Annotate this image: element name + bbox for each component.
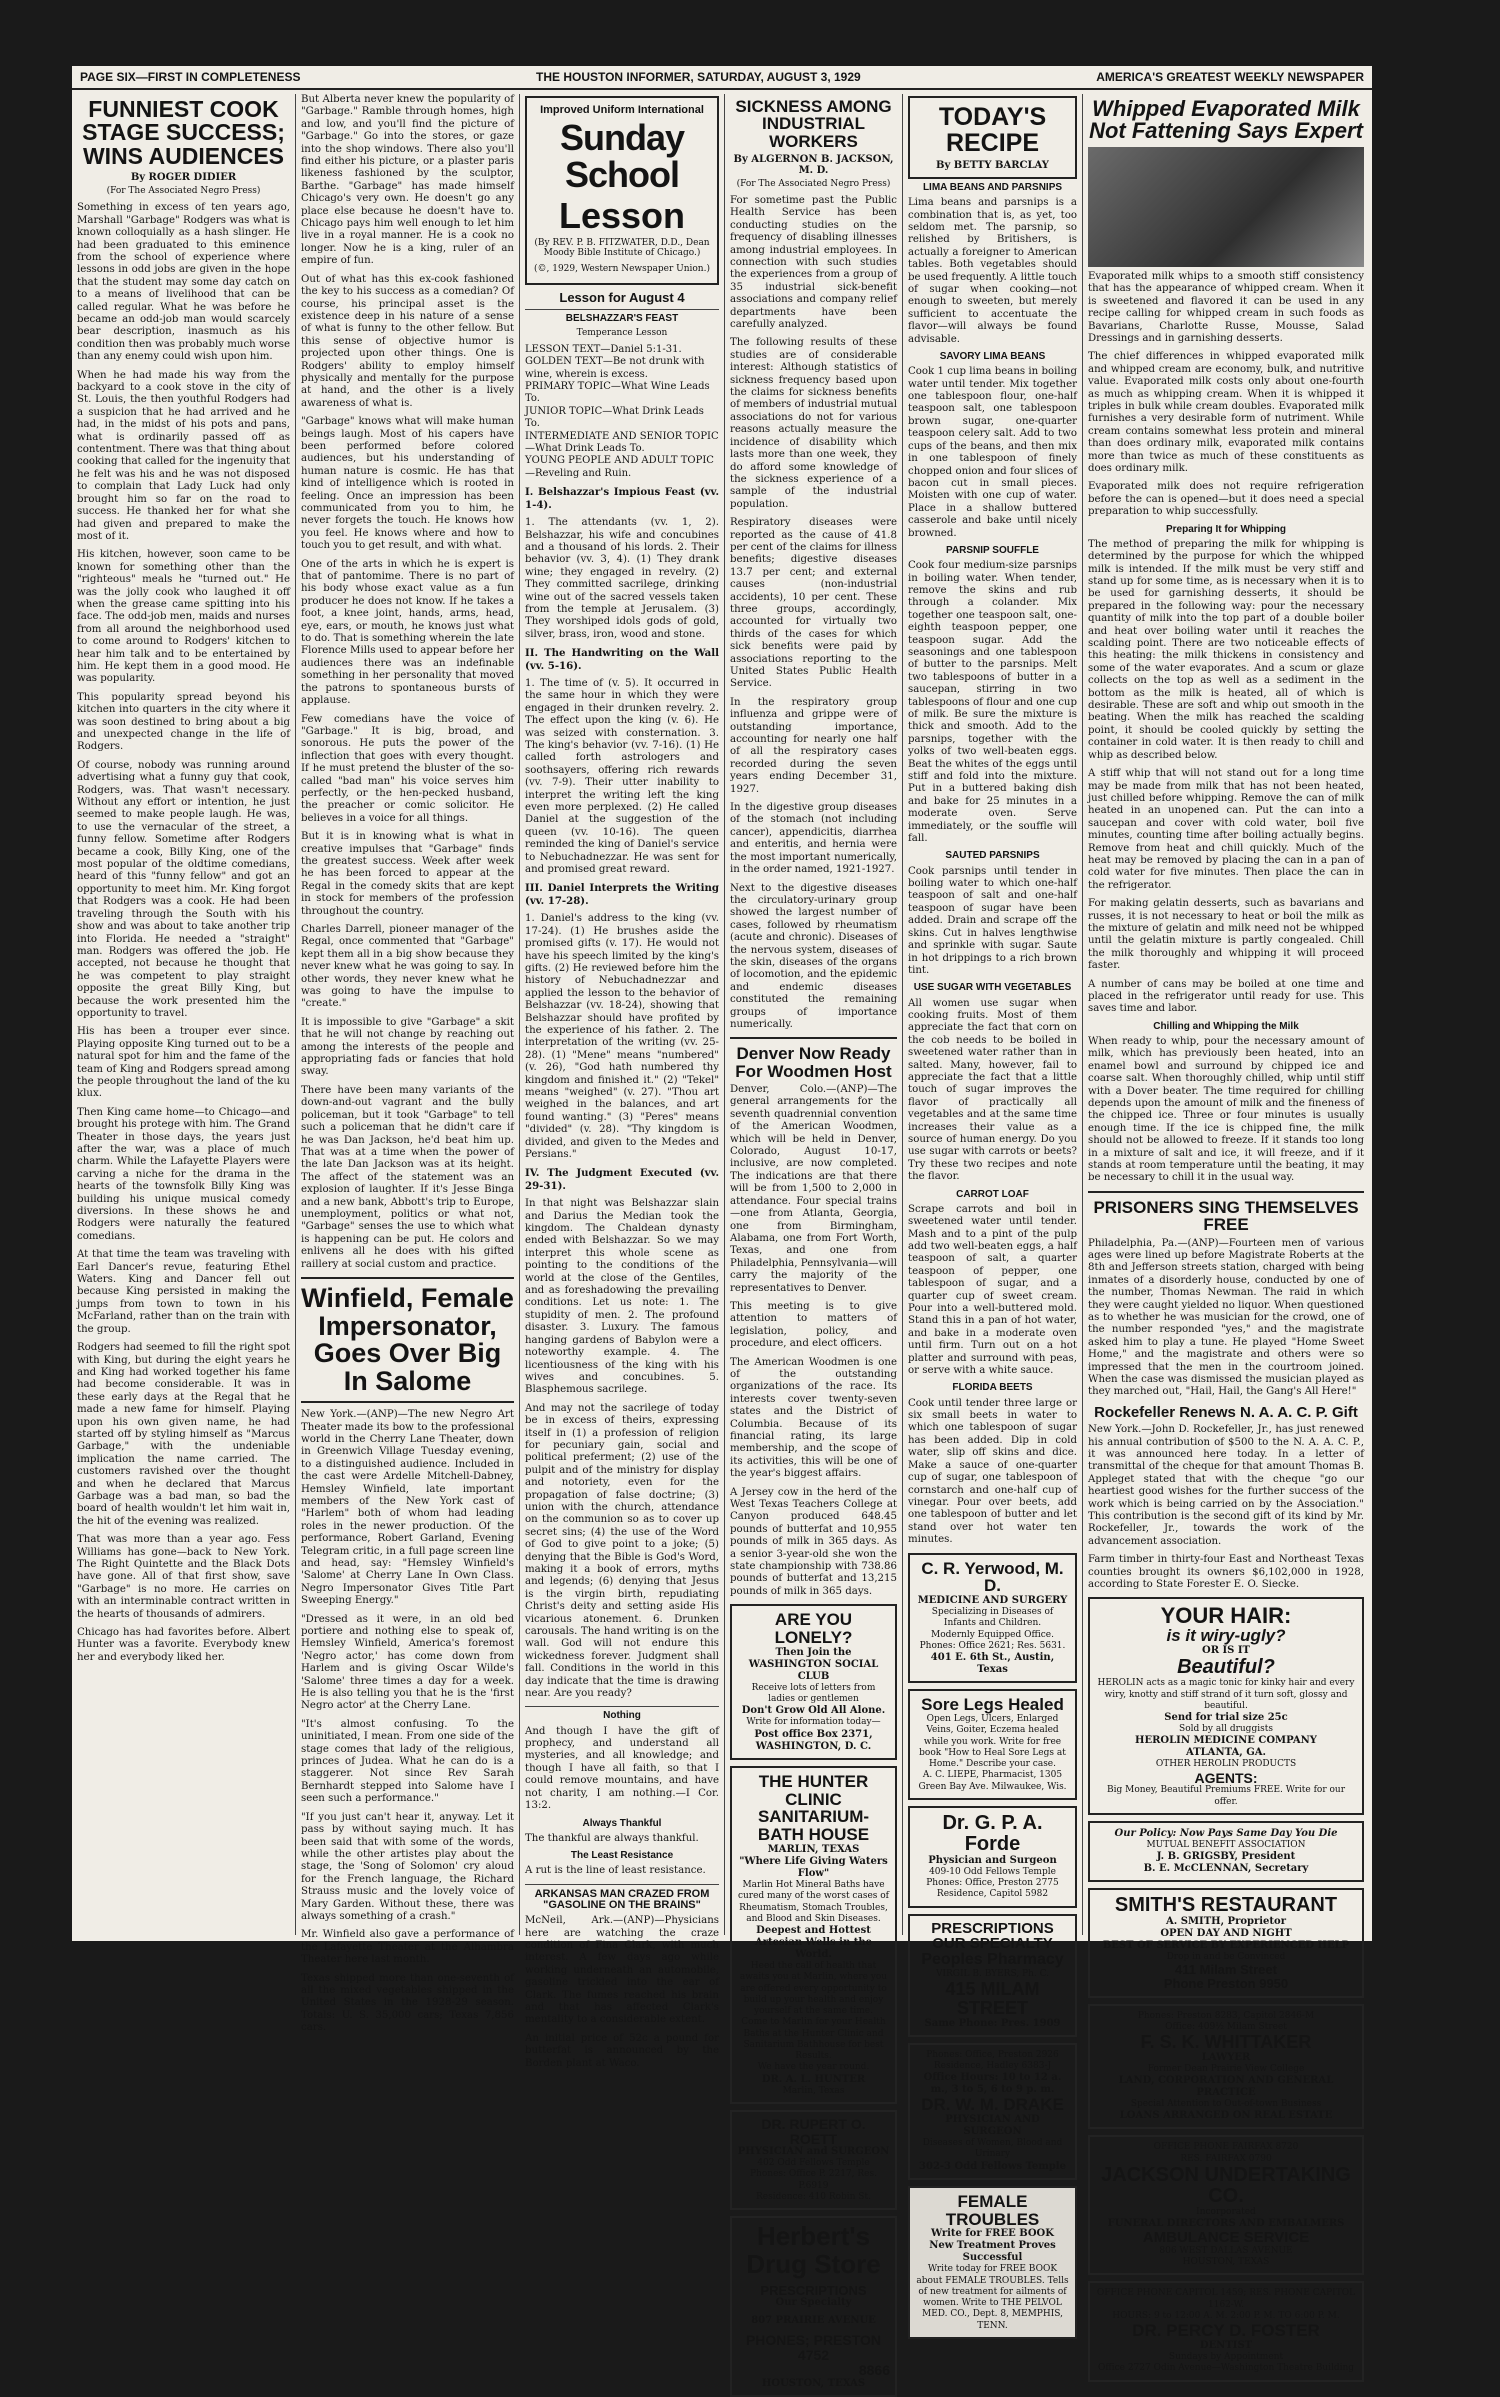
paragraph: Farm timber in thirty-four East and Northeast Texas counties brought its owners $6,102,000 in 1928, according to State Forester E. O. Siecke. — [1088, 1554, 1364, 1590]
paragraph: But Alberta never knew the popularity of "Garbage." Ramble through homes, high and low, and you'll find the picture of "Garbage." Go into the stores, or gaze into the shop windows. There also you'll find either his picture, or a plaster paris likeness fashioned by the sculptor, Barthe. "Garbage" has made himself Chicago's very own. He doesn't go any place else because he doesn't have to. Chicago pays him well enough to let him live in a royal manner. He is a cook no longer. Now he is a king, ruler of an empire of fun. — [301, 94, 514, 267]
section-heading: IV. The Judgment Executed (vv. 29-31). — [525, 1167, 719, 1192]
ad-line: We have the year round. — [757, 2062, 870, 2073]
section-heading: III. Daniel Interprets the Writing (vv. 17-28). — [525, 882, 719, 907]
ad-line: OR IS IT — [1201, 1645, 1250, 1657]
paragraph: "It's almost confusing. To the uninitiated, I mean. From one side of the stage comes that lady of the religious, princes of Judea. What he can do is a staggerer. Not since Rev Sarah Bernhardt stepped into Salome have I seen such a performance." — [301, 1718, 514, 1805]
ad-line: OTHER HEROLIN PRODUCTS — [1155, 1759, 1297, 1770]
headline-sickness: SICKNESS AMONG INDUSTRIAL WORKERS — [735, 97, 892, 151]
divider — [1088, 1191, 1364, 1193]
byline: By ALGERNON B. JACKSON, M. D. — [733, 153, 894, 176]
ad-line: FUNERAL DIRECTORS AND EMBALMERS — [1107, 2218, 1345, 2230]
paragraph: Cook parsnips until tender in boiling water to which one-half teaspoon of salt and one-half teaspoon of sugar have been added. Drain and scrape off the skins. Cut in halves lengthwise and sprinkle with sugar. Saute in hot drippings to a rich brown tint. — [908, 865, 1077, 976]
paragraph: When he had made his way from the backyard to a cook stove in the city of St. Louis, the then youthful Rodgers had a suspicion that he had arrived and he had, in the midst of his pots and pans, what is ordinarily passed off as contentment. There was that thing about cooking that called for the ingenuity that he felt was his and he was not disposed to complain that Lady Luck had only brought him so far on the road to success. He thanked her for what she had given and prepared to make the most of it. — [77, 369, 290, 542]
ad-title: ARE YOU LONELY? — [774, 1610, 853, 1648]
divider — [525, 1706, 719, 1707]
ad-line: Receive lots of letters from ladies or gentlemen — [751, 1682, 876, 1705]
credit: (For The Associated Negro Press) — [736, 178, 891, 189]
paragraph: That was more than a year ago. Fess Williams has gone—back to New York. The Right Quintette and the Black Dots have gone. All of that first show, save "Garbage" is no more. He carries on with an interminable contract written in the hearts of thousands of admirers. — [77, 1534, 290, 1620]
paragraph: "Garbage" knows what will make human beings laugh. Most of his capers have been performed before colored audiences, but his understanding of human nature is cosmic. He has that kind of intelligence which is rooted in feeling. Once an impression has been communicated from you to him, he never forgets the touch. He knows how you feel. He knows where and how to touch you to get result, and with what. — [301, 416, 514, 552]
paragraph: An initial price of 52c a pound for butterfat is announced by the Borden plant at Waco. — [525, 2032, 719, 2069]
ad-line: Post office Box 2371, WASHINGTON, D. C. — [754, 1728, 873, 1752]
paragraph: Cook four medium-size parsnips in boiling water. When tender, remove the skins and rub through a colander. Mix together one teaspoon salt, one-eighth teaspoon pepper, one teaspoon sugar. Add the seasonings and one tablespoon of butter to the parsnips. Melt two tablespoons of butter in a saucepan, stirring in two tablespoons of flour and one cup of milk. Be sure the mixture is thick and smooth. Add to the parsnips, together with the yolks of two well-beaten eggs. Beat the whites of the eggs until stiff and fold into the mixture. Put in a buttered baking dish and bake for 25 minutes in a moderate oven. Serve immediately, or the souffle will fall. — [908, 560, 1077, 845]
ad-line: 807 PRAIRIE AVENUE — [751, 2315, 876, 2327]
masthead-right: AMERICA'S GREATEST WEEKLY NEWSPAPER — [1096, 70, 1364, 84]
paragraph: Evaporated milk does not require refrigeration before the can is opened—but it does need a special preparation to whip successfully. — [1088, 481, 1364, 518]
ad-line: 806 WEST DALLAS AVENUE — [1159, 2245, 1293, 2256]
ad-line: B. E. McCLENNAN, Secretary — [1143, 1863, 1309, 1875]
ad-line: Marlin Hot Mineral Baths have cured many of the worst cases of Rheumatism, Stomach Troubles, and Blood and Skin Diseases. — [737, 1880, 890, 1924]
paragraph: The thankful are always thankful. — [525, 1832, 699, 1844]
ad-line: Sundays by Appointment — [1168, 2352, 1284, 2363]
paragraph: Mr. Winfield also gave a performance of the Lafayette Theater at the Alhambra Theater here last month. — [301, 1929, 514, 1966]
ad-sore-legs — [908, 1689, 1077, 1800]
paragraph: The American Woodmen is one of the outstanding organizations of the race. Its interests cover twenty-seven states and the District of Columbia. Because of its financial rating, its large membership, and the scope of its activities, this will be one of the year's biggest affairs. — [730, 1356, 897, 1480]
ad-line: MARLIN, TEXAS — [767, 1844, 860, 1856]
ad-title: OUR SPECIALTY — [932, 1935, 1053, 1953]
divider — [730, 1037, 897, 1039]
masthead-center: THE HOUSTON INFORMER, SATURDAY, AUGUST 3, 1929 — [535, 70, 861, 84]
ad-line: DR. A. L. HUNTER — [761, 2073, 866, 2085]
ad-line: A. C. LIEPE, Pharmacist, 1305 Green Bay Ave. Milwaukee, Wis. — [918, 1770, 1067, 1792]
feast-title: BELSHAZZAR'S FEAST — [565, 312, 679, 324]
ad-line: PHYSICIAN and SURGEON — [737, 2146, 890, 2158]
ad-line: "Where Life Giving Waters Flow" — [739, 1856, 888, 1880]
ad-yerwood — [908, 1553, 1077, 1684]
ad-line: Office: 409½ Milam Street — [1165, 2021, 1287, 2032]
byline: By ROGER DIDIER — [130, 172, 237, 184]
paragraph: Then King came home—to Chicago—and brought his protege with him. The Grand Theater in those days, the years just after the war, was a place of much charm. While the Lafayette Players were carving a niche for the drama in the hearts of the townsfolk Billy King was building his unique musical comedy diversions. In these shows he and Rodgers were naturally the featured comedians. — [77, 1106, 290, 1242]
recipe-heading: FLORIDA BEETS — [952, 1382, 1033, 1394]
temperance: Temperance Lesson — [576, 327, 668, 338]
headline-denver: Denver Now Ready For Woodmen Host — [735, 1044, 892, 1081]
ad-line: 409-10 Odd Fellows Temple — [929, 1866, 1056, 1877]
ad-line: Big Money, Beautiful Premiums FREE. Write for our offer. — [1107, 1785, 1345, 1807]
masthead — [72, 66, 1372, 90]
paragraph: All women use sugar when cooking fruits. Most of them appreciate the fact that corn on the cob needs to be boiled in sweetened water rather than in salted. Many, however, fail to appreciate the fact that a little touch of sugar improves the flavor of practically all vegetables and at the same time increases their value as a source of human energy. Do you use sugar with carrots or beets? Try these two recipes and note the flavor. — [908, 997, 1077, 1183]
ad-line: Write for FREE BOOK — [931, 2228, 1054, 2240]
ad-herberts-drug-store — [730, 2216, 897, 2396]
column-3 — [520, 94, 725, 2069]
sunday-school-box — [525, 96, 719, 285]
ad-line: Write for information today— — [746, 1717, 881, 1728]
ad-line: 401 E. 6th St., Austin, Texas — [930, 1652, 1055, 1676]
headline-rockefeller: Rockefeller Renews N. A. A. C. P. Gift — [1094, 1403, 1358, 1421]
paragraph: Rodgers had seemed to fill the right spot with King, but during the eight years he and King had worked together his fame had become considerable. It was in these early days at the Regal that he made a new fame for himself. Playing upon his own given name, he had started off by styling himself as "Marcus Garbage," with the undeniable implication the name carried. The customers ravished over the thought and when he declared that Marcus Garbage was a bad man, so bad the board of health wouldn't let him wait in, the hit of the evening was realized. — [77, 1342, 290, 1527]
ad-title: is it wiry-ugly? — [1166, 1626, 1286, 1646]
kicker: Improved Uniform International — [540, 104, 704, 116]
ad-whittaker — [1088, 2004, 1364, 2130]
milk-photo — [1088, 147, 1364, 267]
lesson-line: PRIMARY TOPIC—What Wine Leads To. — [525, 381, 710, 405]
sunday-school-title: Sunday School — [559, 117, 685, 195]
paragraph: Out of what has this ex-cook fashioned the key to his success as a comedian? Of course, his principal asset is the existence deep in his nature of a sense of what is funny to the other fellow. But this sense of objective humor is projected upon other things. One is Rodgers' ability to employ himself physically and mentally for the purpose at hand, and the other is a lively awareness of what is. — [301, 273, 514, 409]
paragraph: A number of cans may be boiled at one time and placed in the refrigerator until ready for use. This saves time and labor. — [1088, 978, 1364, 1015]
paragraph: Next to the digestive diseases the circulatory-urinary group showed the largest number of cases, followed by rheumatism (acute and chronic). Diseases of the nervous system, diseases of the skin, diseases of the organs of locomotion, and the epidemic and endemic diseases constituted the remaining groups of importance numerically. — [730, 882, 897, 1030]
ad-line: Office Hours: 10 to 12 a. m., 3 to 5, 6 to 9 p. m. — [923, 2072, 1062, 2096]
ad-line: Our Specialty — [775, 2297, 852, 2309]
ad-title: 415 MILAM STREET — [945, 1979, 1040, 2018]
paragraph: A rut is the line of least resistance. — [525, 1865, 706, 1877]
ad-line: Don't Grow Old All Alone. — [741, 1705, 886, 1717]
paragraph: In the digestive group diseases of the stomach (not including cancer), appendicitis, diarrhea and enteritis, and hernia were the most important numerically, in the order named, 1921-1927. — [730, 802, 897, 876]
ad-line: MEDICINE AND SURGERY — [917, 1595, 1068, 1607]
ad-title: PRESCRIPTIONS — [931, 1919, 1054, 1937]
lesson-line: LESSON TEXT—Daniel 5:1-31. — [525, 343, 682, 355]
ad-line: Write today for FREE BOOK about FEMALE TROUBLES. Tells of new treatment for ailments of women. Write to THE PELVOL MED. CO., Dept. 8, MEMPHIS, TENN. — [916, 2264, 1069, 2331]
paragraph: Charles Darrell, pioneer manager of the Regal, once commented that "Garbage" kept them all in a big show because they never knew what he was going to say. In other words, they never knew what he was going to have the impulse to "create." — [301, 924, 514, 1010]
ad-line: Special Attention to Out-of-town Business — [1130, 2099, 1322, 2110]
ad-line: OPEN DAY AND NIGHT — [1160, 1928, 1292, 1940]
column-2 — [296, 94, 520, 2034]
ad-line: Residence, Capitol 5982 — [936, 1889, 1049, 1900]
ad-line: Specializing in Diseases of Infants and Children. — [931, 1607, 1054, 1629]
ad-line: Phones: Office 2621; Res. 5631. — [919, 1640, 1066, 1651]
ad-line: OFFICE PHONE CAPITOL 1459; RES. PHONE CAPITOL 1162-W. — [1096, 2288, 1356, 2310]
paragraph: At that time the team was traveling with Earl Dancer's revue, featuring Ethel Waters. King and Dancer fell out because King persisted in making the jumps from town to town in his McFarland, rather than on the train with the group. — [77, 1249, 290, 1335]
paragraph: Something in excess of ten years ago, Marshall "Garbage" Rodgers was what is known colloquially as a hash slinger. He had been graduated to this eminence from the school of experience where lessons in odd jobs are given in the hope that the student may some day catch on to a means of livelihood that can be called regular. What he was before he became an odd-job man would scarcely bear description, inasmuch as his condition then was probably much worse than any enemy could wish upon him. — [77, 202, 290, 363]
recipe-box — [908, 96, 1077, 179]
paragraph: Scrape carrots and boil in sweetened water until tender. Mash and to a pint of the pulp add two well-beaten eggs, a half teaspoon of salt, a quarter teaspoon of pepper, one tablespoon of sugar, and a quarter cup of sweet cream. Pour into a well-buttered mold. Stand this in a pan of hot water, and bake in a moderate oven until firm. Turn out on a hot platter and surround with peas, or serve with a white sauce. — [908, 1203, 1077, 1377]
ad-line: Same Phone: Pres. 1909 — [924, 2017, 1061, 2029]
column-5 — [903, 94, 1083, 2331]
masthead-left: PAGE SIX—FIRST IN COMPLETENESS — [80, 70, 301, 84]
ad-line: New Treatment Proves Successful — [929, 2240, 1056, 2264]
paragraph: And though I have the gift of prophecy, and understand all mysteries, and all knowledge; and though I have all faith, so that I could remove mountains, and have not charity, I am nothing.—I Cor. 13:2. — [525, 1725, 719, 1812]
paragraph: His kitchen, however, soon came to be known for something other than the "righteous" meals he "turned out." He was the jolly cook who laughed it off when the grease came spitting into his face. The odd-job men, maids and nurses from all around the neighborhood used to come around to Rodgers' kitchen to hear him talk and to be entertained by him. He kept them in a good mood. He was popularity. — [77, 549, 290, 685]
paragraph: 1. The time of (v. 5). It occurred in the same hour in which they were engaged in their drunken revelry. 2. The effect upon the king (v. 6). He was seized with consternation. 3. The king's behavior (vv. 7-16). (1) He called forth astrologers and soothsayers, offering rich rewards (vv. 7-9). Their utter inability to interpret the writing left the king even more perplexed. (2) He called Daniel at the suggestion of the queen (vv. 10-16). The queen reminded the king of Daniel's service to Nebuchadnezzar. He was sent for and promised great reward. — [525, 677, 719, 876]
ad-title: DR. PERCY D. FOSTER — [1132, 2321, 1320, 2341]
ad-line: 411 Milam Street — [1175, 1962, 1277, 1978]
divider — [525, 309, 719, 310]
paragraph: The chief differences in whipped evaporated milk and whipped cream are economy, bulk, and nutritive value. Evaporated milk costs only about one-fourth as much as whipping cream. When it is whipped it triples in bulk while cream doubles. Evaporated milk furnishes a very desirable form of nutriment. While cream contains somewhat less protein and mineral than does ordinary milk, evaporated milk contains more than twice as much of these constituents as does ordinary milk. — [1088, 351, 1364, 474]
lesson-byline: (By REV. P. B. FITZWATER, D.D., Dean Moody Bible Institute of Chicago.) — [534, 238, 710, 259]
ad-line: Phones: Preston 8283, Capitol 2846-M — [1137, 2010, 1315, 2021]
ad-title: FEMALE TROUBLES — [945, 2191, 1040, 2229]
paragraph: Chicago has had favorites before. Albert Hunter was a favorite. Everybody knew her and everybody liked her. — [77, 1627, 290, 1663]
paragraph: This meeting is to give attention to matters of legislation, policy, and procedure, and elect officers. — [730, 1300, 897, 1350]
recipe-heading: CARROT LOAF — [956, 1188, 1029, 1200]
ad-line: LAWYER — [1201, 2051, 1251, 2063]
paragraph: Few comedians have the voice of "Garbage." It is big, broad, and sonorous. He puts the power of the inflection that goes with every thought. If he must pretend the bluster of the so-called "bad man" his voice serves him perfectly, or the hen-pecked husband, the preacher or comic solicitor. He believes in a voice for all things. — [301, 713, 514, 824]
ad-line: OFFICE PHONE FAIRFAX 8720 — [1153, 2142, 1299, 2153]
paragraph: 1. The attendants (vv. 1, 2). Belshazzar, his wife and concubines and a thousand of his lords. 2. Their behavior (vv. 3, 4). (1) They drank wine; they engaged in revelry. (2) They committed sacrilege, drinking wine out of the sacred vessels taken from the temple at Jerusalem. (3) They worshiped idols gods of gold, silver, brass, iron, wood and stone. — [525, 517, 719, 640]
ad-line: MUTUAL BENEFIT ASSOCIATION — [1146, 1839, 1306, 1850]
ad-line: Diseases of Women, Blood and Urinary — [922, 2138, 1063, 2160]
ad-line: Drop in and be Convinced — [1166, 1952, 1286, 1963]
paragraph: Cook until tender three large or six small beets in water to which one tablespoon of sugar has been added. Dip in cold water, slip off skins and dice. Make a sauce of one-quarter cup of sugar, one tablespoon of cornstarch and one-half cup of vinegar. Pour over beets, add one tablespoon of butter and let stand over hot water ten minutes. — [908, 1397, 1077, 1546]
ad-line: Phones: Office, Preston 2926 — [926, 2049, 1059, 2060]
paragraph: McNeil, Ark.—(ANP)—Physicians here are watching the craze condition of Fina Clark, with much interest. A few days ago while working underneath an automobile, gasoline trickled into the ear of Clark. The fumes reached his brain and that has affected Clark's mentality to a considerable extent. — [525, 1915, 719, 2026]
headline-winfield: Winfield, Female Impersonator, Goes Over Big In Salome — [301, 1282, 514, 1396]
headline-todays-recipe: TODAY'S RECIPE — [938, 103, 1047, 157]
paragraph: His has been a trouper ever since. Playing opposite King turned out to be a natural spot for him and the fame of the team of King and Rodgers spread among the people throughout the land of the ku klux. — [77, 1026, 290, 1100]
subheading: Chilling and Whipping the Milk — [1153, 1020, 1299, 1032]
ad-line: AGENTS: — [1194, 1769, 1258, 1786]
ad-title: SMITH'S RESTAURANT — [1114, 1894, 1338, 1917]
ad-herolin — [1088, 1597, 1364, 1814]
divider — [525, 1884, 719, 1885]
divider — [301, 1277, 514, 1279]
copyright: (©, 1929, Western Newspaper Union.) — [534, 264, 710, 275]
paragraph: Texas shipped more than one-seventh of all the mixed vegetables shipped in the United States in the 1928-29 season. Totals: U. S. 35,000 cars; Texas 7,856 cars. — [301, 1972, 514, 2034]
ad-line: HEROLIN MEDICINE COMPANY — [1135, 1735, 1317, 1747]
subheading: Preparing It for Whipping — [1166, 523, 1286, 535]
ad-line: PHYSICIAN AND SURGEON — [945, 2114, 1040, 2138]
ad-line: 8866 — [858, 2361, 890, 2378]
paragraph: When ready to whip, pour the necessary amount of milk, which has previously been heated, into an enamel bowl and surround by chipped ice and coarse salt. When thoroughly chilled, whip until stiff with a Dover beater. The time required for chilling depends upon the amount of milk and the fineness of the chipped ice. Three or four minutes is usually enough time. If the ice is chipped fine, the milk should not be allowed to freeze. If it stands too long in a mixture of salt and ice, it will freeze, and if it stands at room temperature until the beating, it may be necessary to chill it in the usual way. — [1088, 1036, 1364, 1184]
lesson-text-list — [525, 344, 719, 480]
recipe-heading: SAVORY LIMA BEANS — [939, 351, 1046, 363]
paragraph: Lima beans and parsnips is a combination that is, as yet, too seldom met. The parsnip, so relished by Britishers, is actually a foreigner to American tables. Both vegetables should be used frequently. A little touch of sugar when cooking—not enough to sweeten, but merely sufficient to accentuate the flavor—will always be found advisable. — [908, 197, 1077, 345]
ad-female-troubles — [908, 2186, 1077, 2339]
ad-line: Sold by all druggists — [1179, 1724, 1273, 1735]
ad-title: Herbert's — [756, 2221, 871, 2252]
paragraph: This popularity spread beyond his kitchen into quarters in the city where it was soon destined to bring about a big and unexpected change in the life of Rodgers. — [77, 691, 290, 753]
ad-title: THE HUNTER CLINIC SANITARIUM-BATH HOUSE — [757, 1771, 870, 1845]
ad-forde — [908, 1806, 1077, 1908]
paragraph: 1. Daniel's address to the king (vv. 17-24). (1) He brushes aside the promised gifts (v. 17). He would not have his speech limited by the king's gifts. (2) He reviewed before him the history of Nebuchadnezzar and applied the lesson to the behavior of Belshazzar (vv. 18-24), showing that Belshazzar should have profited by the experience of his father. 2. The interpretation of the writing (vv. 25-28). (1) "Mene" means "numbered" (v. 26), "God hath numbered thy kingdom and finished it." (2) "Tekel" means "weighed" (v. 27). "Thou art weighed in the balances, and art found wanting." (3) "Peres" means "divided" (v. 28). "Thy kingdom is divided, and given to the Medes and Persians." — [525, 913, 719, 1160]
paragraph: In the respiratory group influenza and grippe were of outstanding importance, accounting for nearly one half of all the respiratory cases recorded during the seven years ending December 31, 1927. — [730, 696, 897, 795]
divider — [301, 1401, 514, 1403]
ad-title: DR. W. M. DRAKE — [921, 2095, 1064, 2115]
paragraph: "Dressed as it were, in an old bed portiere and nothing else to speak of, Hemsley Winfield, America's foremost 'Negro actor,' has come down from Harlem and is giving Oscar Wilde's 'Salome' three times a day for a week. He is also telling you that he is the 'first Negro actor' at the Cherry Lane. — [301, 1613, 514, 1712]
headline-funniest-cook: FUNNIEST COOK STAGE SUCCESS; WINS AUDIENCES — [82, 96, 285, 169]
arkansas-headline: ARKANSAS MAN CRAZED FROM "GASOLINE ON THE BRAINS" — [534, 1887, 710, 1911]
ad-line: 402 Odd Fellows Temple — [757, 2158, 870, 2169]
paragraph: Denver, Colo.—(ANP)—The general arrangements for the seventh quadrennial convention of the American Woodmen, which will be held in Denver, Colorado, August 10-17, inclusive, are now completed. The indications are that there will be from 1,500 to 2,000 in attendance. Four special trains—one from Atlanta, Georgia, one from Birmingham, Alabama, one from Fort Worth, Texas, and one from Philadelphia, Pennsylvania—will carry the majority of the representatives to Denver. — [730, 1084, 897, 1294]
credit: (For The Associated Negro Press) — [106, 186, 261, 197]
ad-roett — [730, 2110, 897, 2210]
ad-line: Office 2727 Odin Avenue—Washington Theatre Building — [1097, 2363, 1355, 2374]
ad-line: RES. FAIRFAX 0790 — [1180, 2153, 1272, 2164]
ad-title: F. S. K. WHITTAKER — [1140, 2032, 1312, 2053]
recipe-heading: SAUTED PARSNIPS — [945, 850, 1040, 862]
ad-line: VIRGIL B. BYERS, Ph. C. — [935, 1968, 1050, 1979]
ad-line: Modernly Equipped Office. — [931, 1629, 1054, 1640]
ad-line: 302-3 Odd Fellows Temple — [919, 2160, 1066, 2172]
ad-line: Come to Marlin for your Health Baths at the Hunter Clinic and Sanitarium Bathhouse for best Results. — [741, 2017, 886, 2062]
ad-title: Sore Legs Healed — [921, 1695, 1064, 1715]
ad-line: Phone Preston 9950 — [1163, 1975, 1289, 1991]
ad-line: Send for trial size 25c — [1164, 1712, 1288, 1724]
paragraph: But it is in knowing what is what in creative impulses that "Garbage" finds the greatest success. Week after week he has been forced to appear at the Regal in the comedy skits that are kept in stock for members of the profession throughout the country. — [301, 831, 514, 917]
paragraph: The following results of these studies are of considerable interest: Although statistics of sickness frequency based upon the claims for sickness benefits of members of industrial mutual associations do not for various reasons actually measure the incidence of disability which lasts more than one week, they do afford some knowledge of the sickness experience of a sample of the industrial population. — [730, 337, 897, 510]
ad-line: HOURS: 9 to 12:00 A. M. 2:00 P. M. TO 6:00 P. M. — [1112, 2310, 1340, 2321]
ad-line: Phones: Office P. 2217, Res. P.6919 — [750, 2169, 877, 2191]
ad-title: C. R. Yerwood, M. D. — [921, 1558, 1064, 1596]
recipe-heading: PARSNIP SOUFFLE — [946, 544, 1039, 556]
ad-title: Drug Store — [746, 2248, 881, 2279]
ad-line: AMBULANCE SERVICE — [1142, 2229, 1310, 2247]
column-6 — [1083, 94, 1372, 2374]
lesson-line: YOUNG PEOPLE AND ADULT TOPIC—Reveling and Ruin. — [525, 455, 714, 479]
paragraph: It is impossible to give "Garbage" a skit that he will not change by reaching out among the interests of the people and appropriating fads or fancies that hold sway. — [301, 1016, 514, 1078]
ad-line: Residence: 410 Robin St. — [756, 2191, 871, 2202]
newspaper-page — [72, 66, 1372, 2389]
paragraph: A stiff whip that will not stand out for a long time may be made from milk that has not been heated, just chilled before whipping. Remove the can of milk heated in an unopened can. Put the can into a saucepan and cover with cold water, boil five minutes, counting time after boiling actually begins. Remove from heat and chill quickly. Much of the heat may be removed by placing the can in a pan of cold water for five minutes. Then place the can in the refrigerator. — [1088, 768, 1364, 891]
ad-line: Then Join the WASHINGTON SOCIAL CLUB — [748, 1646, 879, 1682]
lesson-title: Lesson — [558, 194, 686, 236]
column-1 — [72, 94, 296, 1935]
recipe-heading: LIMA BEANS AND PARSNIPS — [922, 182, 1063, 193]
ad-jackson-undertaking — [1088, 2135, 1364, 2275]
ad-title: YOUR HAIR: — [1160, 1603, 1292, 1629]
headline-whipped-milk: Whipped Evaporated Milk Not Fattening Says Expert — [1089, 96, 1363, 144]
paragraph: One of the arts in which he is expert is that of pantomime. There is no part of his body whose exact value as a fun producer he does not know. If he takes a foot, a knee joint, hands, arms, head, eye, ears, or mouth, he knows just what to do. That is something wherein the late Florence Mills used to appear before her audiences there was an indefinable something in her personality that moved the patrons to spontaneous bursts of applause. — [301, 558, 514, 707]
lesson-line: GOLDEN TEXT—Be not drunk with wine, wherein is excess. — [525, 356, 705, 380]
ad-line: DENTIST — [1199, 2340, 1253, 2352]
least-title: The Least Resistance — [570, 1850, 674, 1862]
ad-line: Open Legs, Ulcers, Enlarged Veins, Goiter, Eczema healed while you work. Write for free book "How to Heal Sore Legs at Home." Describe your case. — [919, 1714, 1066, 1770]
headline-prisoners: PRISONERS SING THEMSELVES FREE — [1093, 1197, 1359, 1235]
ad-line: LOANS ARRANGED ON REAL ESTATE — [1119, 2110, 1333, 2122]
paragraph: In that night was Belshazzar slain and Darius the Median took the kingdom. The Chaldean dynasty ended with Belshazzar. So we may interpret this whole scene as pointing to the conditions of the world at the close of the Gentiles, and as foreshadowing the prevailing conditions. Let us note: 1. The stupidity of men. 2. The profound disaster. 3. Luxury. The famous hanging gardens of Babylon were a noteworthy example. 4. The licentiousness of the king with his wives and concubines. 5. Blasphemous sacrilege. — [525, 1198, 719, 1396]
thankful-title: Always Thankful — [582, 1817, 662, 1829]
paragraph: For sometime past the Public Health Service has been conducting studies on the frequency of disabling illnesses among industrial employees. In connection with such studies the experiences from a group of 35 industrial sick-benefit associations and company relief departments have been carefully analyzed. — [730, 194, 897, 331]
ad-line: HEROLIN acts as a magic tonic for kinky hair and every wiry, knotty and stiff strand of it turn soft, glossy and beautiful. — [1097, 1678, 1355, 1711]
ad-line: BEST OF SERVICE BY EXPERIENCED HELP — [1102, 1940, 1350, 1952]
ad-title: Peoples Pharmacy — [921, 1951, 1064, 1969]
ad-line: Former Dean Prairie View College — [1147, 2063, 1305, 2074]
recipe-heading: USE SUGAR WITH VEGETABLES — [913, 982, 1072, 994]
ad-line: Residence, Hadley 6383-J — [933, 2061, 1052, 2072]
ad-line: J. B. GRIGSBY, President — [1156, 1851, 1296, 1863]
nothing-title: Nothing — [603, 1710, 641, 1722]
byline: By BETTY BARCLAY — [936, 160, 1049, 171]
ad-are-you-lonely — [730, 1604, 897, 1759]
paragraph: New York.—John D. Rockefeller, Jr., has just renewed his annual contribution of $500 to the N. A. A. C. P., it was announced here today. In a letter of transmittal of the cheque for that amount Thomas B. Appleget stated that with the cheque "go our heartiest good wishes for the further success of the work which is being carried on by the Association." This contribution is the second gift of its kind by Mr. Rockefeller, Jr., towards the work of the advancement association. — [1088, 1424, 1364, 1547]
ad-line: Heed the call of health that awaits you at Marlin, where you are offered every opportunity to build up your health and enjoy yourself at the same time. — [739, 1961, 888, 2017]
lesson-line: JUNIOR TOPIC—What Drink Leads To. — [525, 405, 704, 430]
section-heading: I. Belshazzar's Impious Feast (vv. 1-4). — [525, 486, 719, 511]
ad-line: Physician and Surgeon — [928, 1854, 1057, 1866]
ad-line: Deepest and Hottest Artesian Wells in the World. — [755, 1925, 872, 1961]
ad-line: HOUSTON, TEXAS — [1182, 2257, 1270, 2268]
ad-line: PHONES; PRESTON 4752 — [745, 2332, 882, 2364]
ad-line: Marlin, Texas — [782, 2085, 845, 2096]
paragraph: Of course, nobody was running around advertising what a funny guy that cook, Rodgers, was. That wasn't necessary. Without any effort or intention, he just seemed to make people laugh. He was, to use the vernacular of the street, a funny fellow. Sometime after Rodgers became a cook, Billy King, one of the most popular of the oldtime comedians, heard of this "funny fellow" and got an opportunity to meet him. Mr. King forgot that Rodgers was a cook. He had been traveling through the South with his show and was about to take another trip into Florida. He needed a "straight" man. Rodgers was offered the job. He accepted, not because he thought that he was competent to play straight opposite the great Billy King, but because the work presented him the opportunity to travel. — [77, 759, 290, 1019]
ad-smiths-restaurant — [1088, 1888, 1364, 1998]
paragraph: "If you just can't hear it, anyway. Let it pass by without saying much. It has been said that with some of the words, while the other artistes play about the stage, the 'Song of Solomon' cry aloud for the French language, the Richard Strauss music and the lovely voice of Mary Garden. Without these, there was always something of a crash." — [301, 1811, 514, 1922]
paragraph: Evaporated milk whips to a smooth stiff consistency that has the appearance of whipped cream. When it is sweetened and flavored it can be used in any recipe calling for whipped cream in such foods as Bavarians, Charlotte Russe, Mousse, Salad Dressings and in garnishing desserts. — [1088, 270, 1364, 344]
ad-title: Beautiful? — [1177, 1656, 1275, 1679]
ad-foster — [1088, 2281, 1364, 2381]
column-4 — [725, 94, 903, 2389]
paragraph: A Jersey cow in the herd of the West Texas Teachers College at Canyon produced 648.45 pounds of butterfat and 10,955 pounds of milk in 365 days. As a senior 3-year-old she won the state championship with 738.86 pounds of butterfat and 13,215 pounds of milk in 365 days. — [730, 1486, 897, 1597]
paragraph: There have been many variants of the down-and-out vagrant and the bully policeman, but it took "Garbage" to tell such a policeman that he didn't care if he was Dan Jackson, he'd beat him up. That was at a time when the power of the late Dan Jackson was at its height. The affect of the statement was an explosion of laughter. If it's Jesse Binga and a new bank, Abbott's trip to Europe, unemployment, politics or what not, "Garbage" senses the use to which what is happening can be put. He colors and enlivens all he does with his gifted raillery at social custom and practice. — [301, 1084, 514, 1270]
paragraph: Respiratory diseases were reported as the cause of 41.8 per cent of the claims for illness benefits; digestive diseases 13.7 per cent; and external causes (non-industrial accidents), 10 per cent. These three groups, accordingly, accounted for virtually two thirds of the cases for which sick benefits were paid by associations reporting to the United States Public Health Service. — [730, 517, 897, 690]
ad-grigsby — [1088, 1821, 1364, 1882]
section-heading: II. The Handwriting on the Wall (vv. 5-16). — [525, 647, 719, 672]
lesson-for: Lesson for August 4 — [559, 290, 685, 306]
ad-title: Dr. G. P. A. Forde — [942, 1811, 1043, 1855]
paragraph: Cook 1 cup lima beans in boiling water until tender. Mix together one tablespoon flour, one-half teaspoon salt, one tablespoon brown sugar, one-quarter teaspoon celery salt. Add to two cups of the beans, and then mix in one tablespoon of finely chopped onion and four slices of bacon cut in small pieces. Moisten with one cup of water. Place in a shallow buttered casserole and bake until nicely browned. — [908, 366, 1077, 539]
paragraph: New York.—(ANP)—The new Negro Art Theater made its bow to the professional world in the Cherry Lane Theater, down in Greenwich Village Tuesday evening, to a distinguished audience. Included in the cast were Ardelle Mitchell-Dabney, Hemsley Winfield, late important members of the New York cast of "Harlem" both of whom had leading roles in the newer production. Of the performance, Robert Garland, Evening Telegram critic, in a full page screen line and head, say: "Hemsley Winfield's 'Salome' at Cherry Lane In Own Class. Negro Impersonator Gives Title Part Sweeping Energy." — [301, 1409, 514, 1607]
ad-line: ATLANTA, GA. — [1186, 1747, 1266, 1759]
ad-title: DR. RUPERT O. ROETT — [761, 2115, 866, 2147]
ad-line: Incorporated — [1196, 2206, 1256, 2217]
paragraph: Philadelphia, Pa.—(ANP)—Fourteen men of various ages were lined up before Magistrate Roberts at the 8th and Jefferson streets station, charged with being inmates of a disorderly house, conducted by one of the number, Thomas Newman. The raid in which they were caught yielded no liquor. When questioned as to whether he was musician for the crowd, one of the number responded "yes," and the magistrate asked him to play a tune. He played "Home Sweet Home," and the magistrate and others were so impressed that the men in the courtroom joined. When the case was dismissed the musician played as they marched out, "Hail, Hail, the Gang's All Here!" — [1088, 1237, 1364, 1398]
ad-line: PRESCRIPTIONS — [760, 2282, 867, 2298]
ad-line: A. SMITH, Proprietor — [1166, 1916, 1286, 1928]
ad-line: Our Policy: Now Pays Same Day You Die — [1114, 1827, 1338, 1839]
paragraph: The method of preparing the milk for whipping is determined by the purpose for which the whipped milk is intended. If the milk must be very stiff and stand up for some time, as is necessary when it is to be used for garnishing desserts, it should be prepared in the following way: pour the necessary quantity of milk into the top part of a double boiler and heat over boiling water until it reaches the scalding point. There are two noticeable effects of this heating: the milk thickens in consistency and some of the water evaporates. And a scum or glaze collects on the top as well as a sediment in the bottom as the milk is heated, all of which is desirable. These are soft and whip out smooth in the beating. When the milk has reached the scalding point, it should be cooled quickly by setting the container in cold water. It is then ready to chill and whip as described below. — [1088, 538, 1364, 761]
ad-peoples-pharmacy — [908, 1914, 1077, 2037]
lesson-line: INTERMEDIATE AND SENIOR TOPIC—What Drink Leads To. — [525, 430, 719, 455]
ad-line: Phones: Office, Preston 2775 — [926, 1878, 1059, 1889]
ad-hunter-clinic — [730, 1766, 897, 2104]
paragraph: For making gelatin desserts, such as bavarians and russes, it is not necessary to heat or boil the milk as the mixture of gelatin and milk need not be whipped until the gelatin mixture is partly congealed. Chill the milk thoroughly and whipping it will proceed faster. — [1088, 898, 1364, 972]
ad-line: HOUSTON, TEXAS — [761, 2377, 866, 2389]
paragraph: And may not the sacrilege of today be in excess of theirs, expressing itself in (1) a profession of religion for pecuniary gain, social and political preferment; (2) use of the pulpit and of the ministry for display and notoriety, even for the propagation of false doctrine; (3) union with the church, attendance on the communion so as to cover up secret sins; (4) the use of the Word of God to give point to a joke; (5) denying that the Bible is God's Word, making it a book of errors, myths and legends; (6) denying that Jesus is the virgin birth, repudiating Christ's deity and setting aside His vicarious atonement. 6. Drunken carousals. The hand writing is on the wall. God will not endure this wickedness forever. Judgment shall fall. Conditions in the world in this day indicate that the time is drawing near. Are you ready? — [525, 1402, 719, 1700]
ad-title: JACKSON UNDERTAKING CO. — [1101, 2163, 1351, 2207]
ad-line: LAND, CORPORATION AND GENERAL PRACTICE — [1118, 2075, 1334, 2099]
ad-drake — [908, 2043, 1077, 2180]
